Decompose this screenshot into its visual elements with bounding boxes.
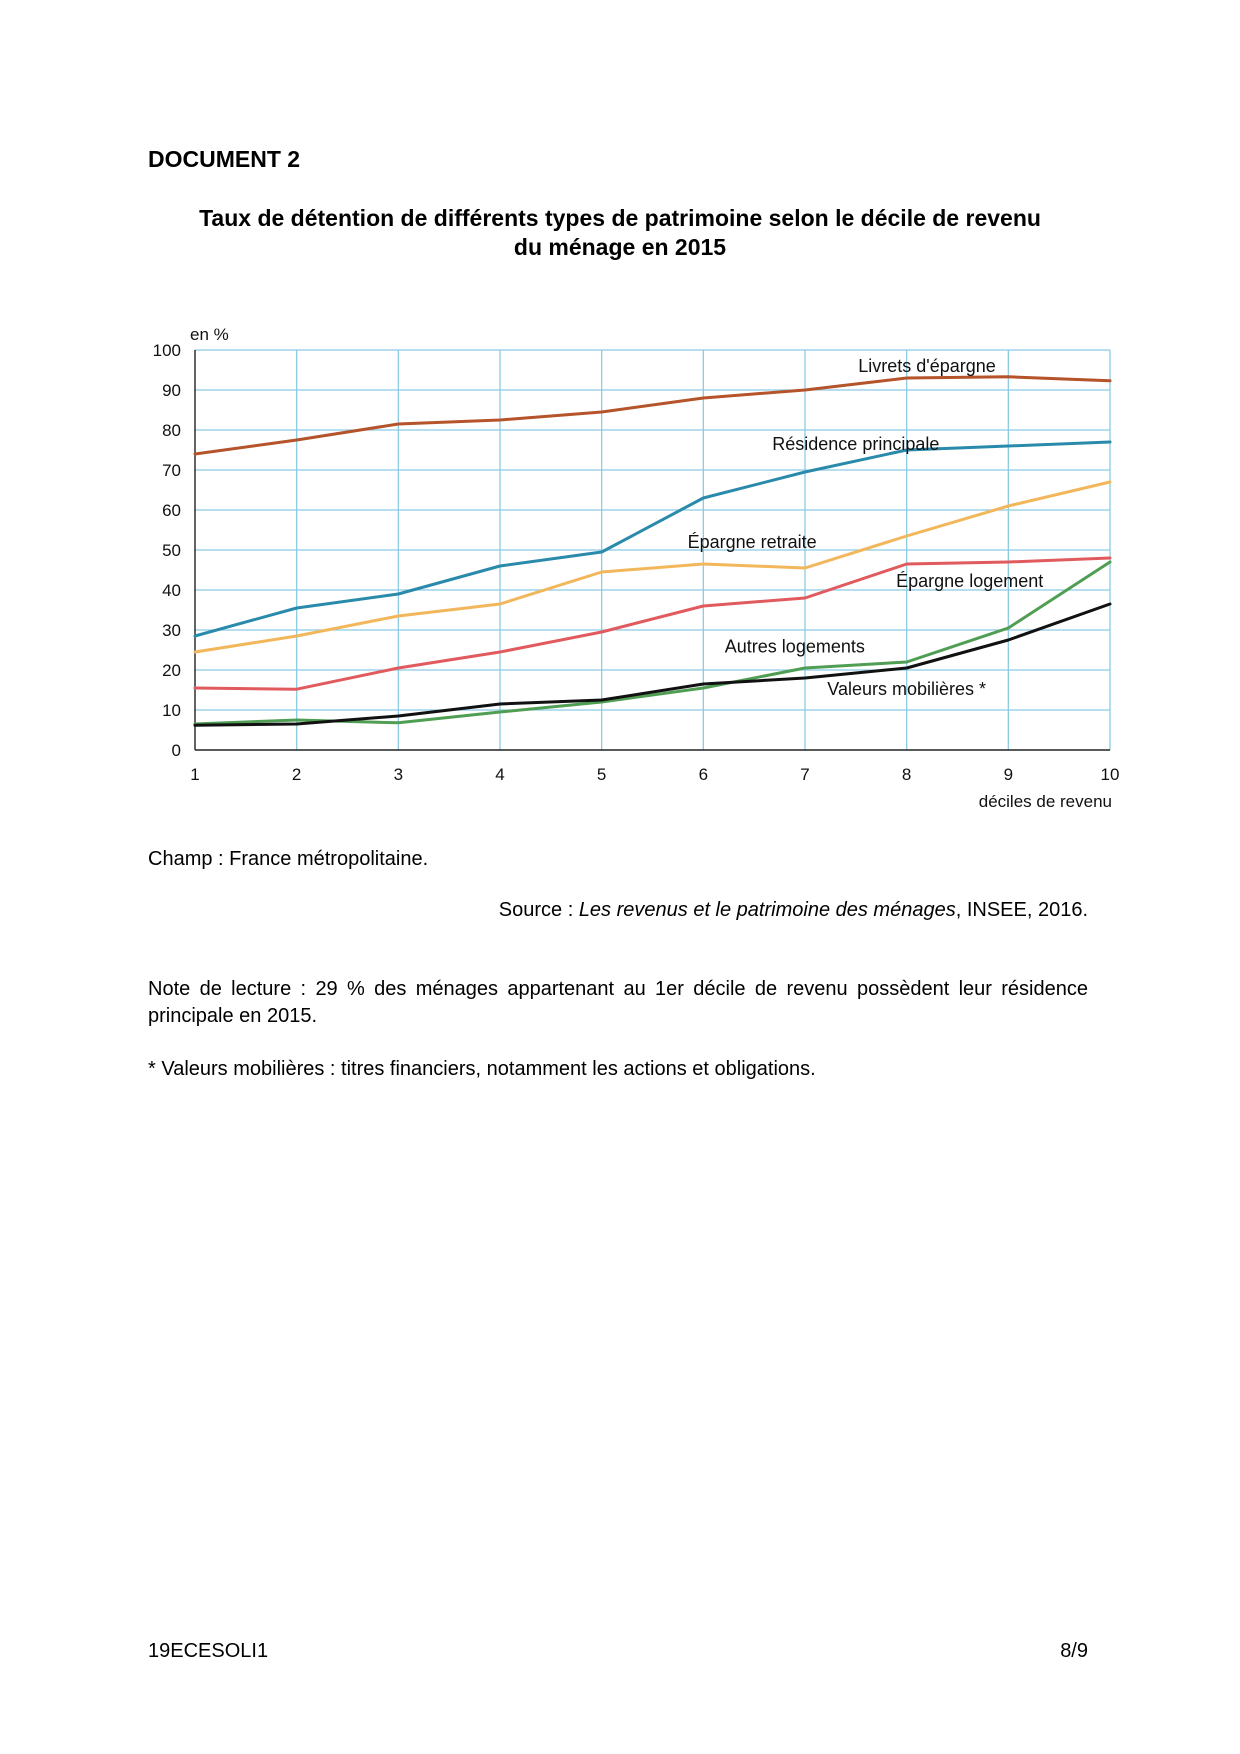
series-label-2: Résidence principale xyxy=(772,434,940,454)
y-tick-label: 50 xyxy=(162,541,181,560)
series-line-6 xyxy=(195,604,1110,725)
reading-note: Note de lecture : 29 % des ménages appartenant au 1er décile de revenu possèdent leur résidence principale en 2015. xyxy=(148,978,1088,1027)
chart-title-line-1: Taux de détention de différents types de patrimoine selon le décile de revenu xyxy=(199,205,1041,231)
scope-note: Champ : France métropolitaine. xyxy=(148,848,429,870)
source-suffix: , INSEE, 2016. xyxy=(955,899,1088,921)
chart-title-line-2: du ménage en 2015 xyxy=(513,234,727,260)
series-line-2 xyxy=(195,442,1110,636)
chart-title xyxy=(148,204,1092,262)
series-label-4: Épargne logement xyxy=(896,571,1044,592)
y-axis-title: en % xyxy=(190,325,229,344)
footnote: * Valeurs mobilières : titres financiers, notamment les actions et obligations. xyxy=(148,1058,816,1080)
x-tick-label: 5 xyxy=(596,765,607,784)
y-tick-label: 0 xyxy=(171,741,181,760)
y-tick-label: 100 xyxy=(152,341,181,360)
x-tick-label: 7 xyxy=(800,765,810,784)
series-line-1 xyxy=(195,377,1110,454)
series-label-5: Autres logements xyxy=(724,636,865,657)
document-label: DOCUMENT 2 xyxy=(148,146,301,172)
y-tick-label: 70 xyxy=(162,461,181,480)
y-tick-label: 60 xyxy=(162,501,181,520)
source-prefix: Source : xyxy=(498,899,579,921)
x-tick-label: 1 xyxy=(190,765,200,784)
source-title: Les revenus et le patrimoine des ménages xyxy=(578,899,956,921)
x-tick-label: 8 xyxy=(901,765,912,784)
x-tick-label: 4 xyxy=(495,765,505,784)
y-tick-label: 20 xyxy=(162,661,181,680)
x-tick-label: 3 xyxy=(393,765,404,784)
y-tick-label: 90 xyxy=(162,381,181,400)
x-tick-label: 2 xyxy=(291,765,302,784)
x-tick-label: 9 xyxy=(1003,765,1014,784)
page-number: 8/9 xyxy=(1060,1640,1088,1662)
x-tick-label: 10 xyxy=(1100,765,1120,784)
document-code: 19ECESOLI1 xyxy=(148,1640,269,1662)
x-tick-label: 6 xyxy=(698,765,709,784)
y-tick-label: 10 xyxy=(162,701,181,720)
y-tick-label: 30 xyxy=(162,621,181,640)
series-label-1: Livrets d'épargne xyxy=(858,356,996,376)
y-tick-label: 80 xyxy=(162,421,181,440)
line-chart xyxy=(140,310,1130,830)
x-axis-title: déciles de revenu xyxy=(978,792,1112,811)
source-note xyxy=(499,899,1088,922)
series-label-3: Épargne retraite xyxy=(687,532,817,552)
series-label-6: Valeurs mobilières * xyxy=(827,678,987,699)
y-tick-label: 40 xyxy=(162,581,181,600)
series-line-3 xyxy=(195,482,1110,652)
